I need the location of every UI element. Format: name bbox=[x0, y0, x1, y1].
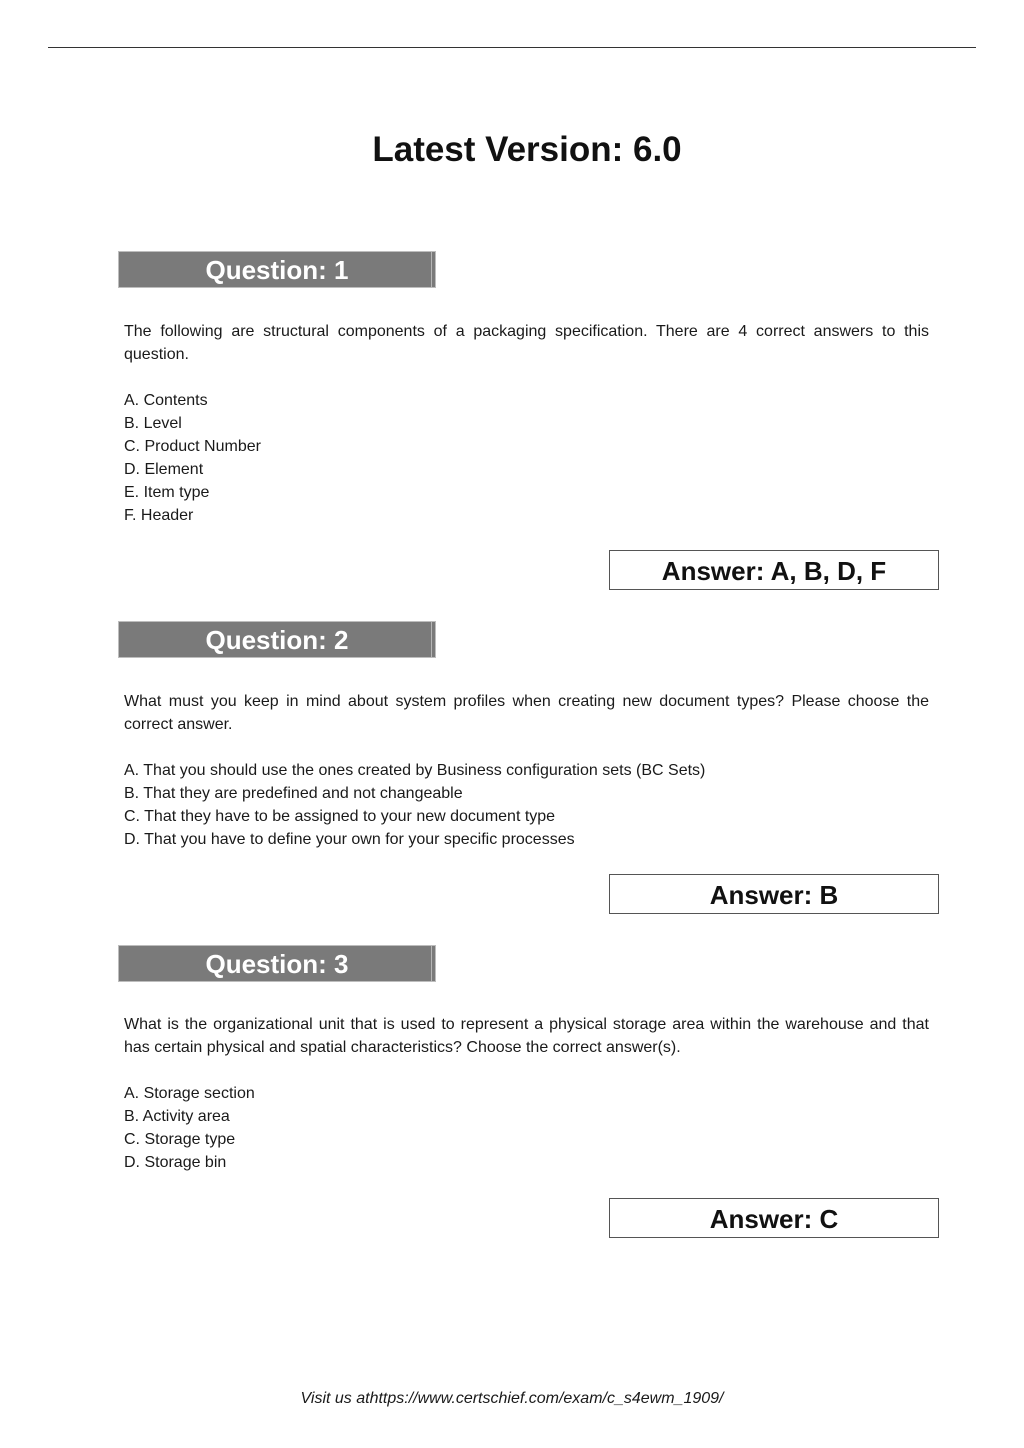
option-item: C. Product Number bbox=[124, 438, 261, 455]
question-3-header: Question: 3 bbox=[118, 945, 436, 982]
option-item: C. Storage type bbox=[124, 1131, 236, 1148]
option-item: D. Element bbox=[124, 461, 204, 478]
question-3-answer: Answer: C bbox=[609, 1198, 939, 1238]
option-item: F. Header bbox=[124, 507, 194, 524]
option-item: D. Storage bin bbox=[124, 1154, 227, 1171]
page-title: Latest Version: 6.0 bbox=[372, 130, 682, 169]
question-3-text: What is the organizational unit that is used to represent a physical storage area within the warehouse and that has certain physical and spatial characteristics? Choose the correct answer(s). bbox=[124, 1016, 929, 1056]
question-2-header: Question: 2 bbox=[118, 621, 436, 658]
option-item: A. Contents bbox=[124, 392, 208, 409]
question-2-answer: Answer: B bbox=[609, 874, 939, 914]
option-item: E. Item type bbox=[124, 484, 210, 501]
option-item: B. That they are predefined and not changeable bbox=[124, 785, 463, 802]
question-2-options bbox=[124, 759, 929, 851]
question-1-header: Question: 1 bbox=[118, 251, 436, 288]
question-1-options bbox=[124, 389, 929, 527]
option-item: C. That they have to be assigned to your new document type bbox=[124, 808, 556, 825]
question-1-answer: Answer: A, B, D, F bbox=[609, 550, 939, 590]
option-item: B. Activity area bbox=[124, 1108, 230, 1125]
question-1-text: The following are structural components of a packaging specification. There are 4 correct answers to this question. bbox=[124, 323, 929, 363]
question-3-options bbox=[124, 1082, 929, 1174]
option-item: B. Level bbox=[124, 415, 182, 432]
footer-visit-link[interactable]: Visit us athttps://www.certschief.com/exam/c_s4ewm_1909/ bbox=[300, 1390, 724, 1407]
option-item: A. That you should use the ones created by Business configuration sets (BC Sets) bbox=[124, 762, 706, 779]
question-2-text: What must you keep in mind about system profiles when creating new document types? Please choose the correct answer. bbox=[124, 693, 929, 733]
option-item: A. Storage section bbox=[124, 1085, 255, 1102]
option-item: D. That you have to define your own for your specific processes bbox=[124, 831, 575, 848]
header-rule bbox=[48, 47, 976, 48]
